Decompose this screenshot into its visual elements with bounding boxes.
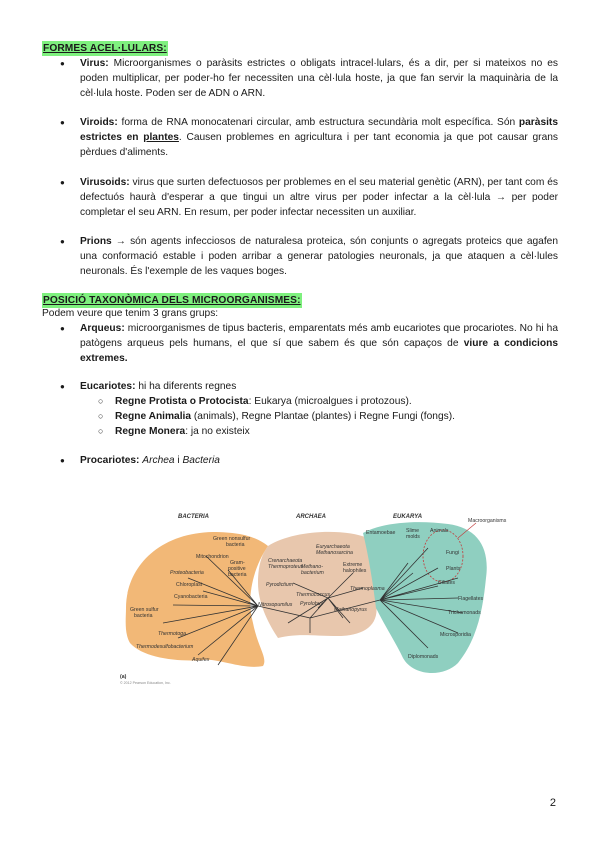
bold-arqueus: viure a condicions extremes.: [80, 338, 558, 365]
text-prions: → són agents infecciosos de naturalesa proteica, són conjunts o agregats proteics que agafen una conformació estable i poden arribar a generar patologies neuronals, ja que ataquen a cèl·lules neuronals. És l'exemple de les vaques boges.: [80, 236, 558, 278]
label-animals: Animals: [430, 528, 449, 534]
term-virusoids: Virusoids:: [80, 177, 130, 188]
text-virus: Microorganismes o paràsits estrictes o obligats intracel·lulars, és a dir, per si mateixos no es poden multiplicar, per poder-ho fer necessiten una cèl·lula hoste, ja que fan servir la maquinària de la cèl·lula hoste. Poden ser de ADN o ARN.: [80, 58, 558, 100]
label-extreme: Extreme: [343, 562, 363, 568]
bold-viroids: paràsits estrictes en: [80, 117, 558, 144]
text-animalia: (animals), Regne Plantae (plantes) i Regne Fungi (fongs).: [191, 411, 455, 422]
label-thermoplasma: Thermoplasma: [350, 586, 385, 592]
bacteria-title: BACTERIA: [178, 514, 209, 520]
label-bacteria-1: bacteria: [226, 542, 245, 548]
sub-bullet-monera: [115, 424, 555, 439]
term-prions: Prions: [80, 236, 112, 247]
label-entamoebae: Entamoebae: [366, 530, 396, 536]
bullet-arqueus: [80, 321, 558, 367]
label-pyrodictium: Pyrodictium: [266, 582, 294, 588]
label-thermodesulfobacterium: Thermodesulfobacterium: [136, 644, 194, 650]
label-methanopyrus: Methanopyrus: [334, 607, 367, 613]
label-green-sulfur: Green sulfur: [130, 607, 159, 613]
label-bacteria-3: bacteria: [134, 613, 153, 619]
label-nitrosopumilus: Nitrosopumilus: [258, 602, 293, 608]
term-eucariotes: Eucariotes:: [80, 381, 136, 392]
label-methanobacterium-1: Methano-: [301, 564, 323, 570]
label-ciliates: Ciliates: [438, 580, 456, 586]
text-viroids-2: . Causen problemes en agricultura i per tant economia ja que pot causar grans pèrdues d'aliments.: [80, 132, 558, 159]
text-monera: : ja no existeix: [185, 426, 250, 437]
label-chloroplast: Chloroplast: [176, 582, 203, 588]
bold-plantes: plantes: [143, 132, 179, 144]
label-slime: Slime: [406, 528, 419, 534]
label-aquifex: Aquifex: [192, 657, 210, 663]
panel-label: (a): [120, 674, 127, 680]
page-number: 2: [549, 797, 556, 809]
label-positive: positive: [228, 566, 246, 572]
label-pyrolobus: Pyrolobus: [300, 601, 324, 607]
bullet-prions: [80, 234, 558, 280]
text-virusoids: virus que surten defectuosos per problemes en el seu material genètic (ARN), per tant com és defectuós haurà d'esperar a que tingui un altre virus per poder infectar a la cèl·lula → per poder completar el seu ARN. En resum, per poder infectar necessiten un auxiliar.: [80, 177, 558, 219]
label-cyanobacteria: Cyanobacteria: [174, 594, 208, 600]
text-viroids-1: forma de RNA monocatenari circular, amb estructura secundària molt específica. Són: [117, 117, 519, 128]
label-mitochondrion: Mitochondrion: [196, 554, 229, 560]
label-proteobacteria: Proteobacteria: [170, 570, 204, 576]
label-gram: Gram-: [230, 560, 245, 566]
term-procariotes: Procariotes:: [80, 455, 140, 466]
label-methanobacterium-2: bacterium: [301, 570, 324, 576]
bullet-virusoids: [80, 175, 558, 221]
label-molds: molds: [406, 534, 420, 540]
label-plants: Plants: [446, 566, 461, 572]
phylogenetic-tree-figure: [118, 508, 507, 688]
text-procariotes-mid: i: [174, 455, 183, 466]
label-microsporidia: Microsporidia: [440, 632, 471, 638]
label-green-nonsulfur: Green nonsulfur: [213, 536, 251, 542]
term-animalia: Regne Animalia: [115, 411, 192, 422]
text-arqueus: microorganismes de tipus bacteris, emparentats més amb eucariotes que procariotes. No hi ha patògens arqueus pels humans, el que sí que sabem és que són capaços de: [80, 323, 558, 350]
sub-bullet-protista: [115, 394, 555, 409]
bullet-procariotes: [80, 453, 558, 468]
bullet-eucariotes: [80, 379, 558, 394]
bullet-virus: [80, 56, 558, 102]
term-monera: Regne Monera: [115, 426, 186, 437]
label-bacteria-2: bacteria: [228, 572, 247, 578]
label-diplomonads: Diplomonads: [408, 654, 439, 660]
text-eucariotes: hi ha diferents regnes: [135, 381, 237, 392]
italic-bacteria: Bacteria: [182, 455, 220, 466]
sub-bullet-animalia: [115, 409, 555, 424]
intro-text: Podem veure que tenim 3 grans grups:: [42, 308, 219, 319]
term-arqueus: Arqueus:: [80, 323, 125, 334]
label-thermotoga: Thermotoga: [158, 631, 186, 637]
label-macroorganisms: Macroorganisms: [468, 518, 507, 524]
label-trichomonads: Trichomonads: [448, 610, 481, 616]
archaea-title: ARCHAEA: [296, 514, 326, 520]
italic-archea: Archea: [142, 455, 175, 466]
label-flagellates: Flagellates: [458, 596, 484, 602]
eukarya-title: EUKARYA: [393, 514, 423, 520]
term-virus: Virus:: [80, 58, 109, 69]
label-thermococcus: Thermococcus: [296, 592, 331, 598]
figure-credit: © 2012 Pearson Education, Inc.: [120, 681, 171, 685]
bullet-viroids: [80, 115, 558, 161]
section-heading-cellular-forms: FORMES ACEL·LULARS:: [42, 41, 168, 56]
phylogenetic-tree-svg: [118, 508, 507, 688]
label-thermoproteus: Thermoproteus: [268, 564, 304, 570]
text-protista: : Eukarya (microalgues i protozous).: [248, 396, 412, 407]
label-crenarchaeota: Crenarchaeota: [268, 558, 303, 564]
label-fungi: Fungi: [446, 550, 459, 556]
section-heading-taxonomic-position: POSICIÓ TAXONÒMICA DELS MICROORGANISMES:: [42, 293, 302, 308]
term-protista: Regne Protista o Protocista: [115, 396, 249, 407]
term-viroids: Viroids:: [80, 117, 118, 128]
label-euryarchaeota: Euryarchaeota: [316, 544, 350, 550]
label-halophiles: halophiles: [343, 568, 367, 574]
label-methanosarcina: Methanosarcina: [316, 550, 353, 556]
